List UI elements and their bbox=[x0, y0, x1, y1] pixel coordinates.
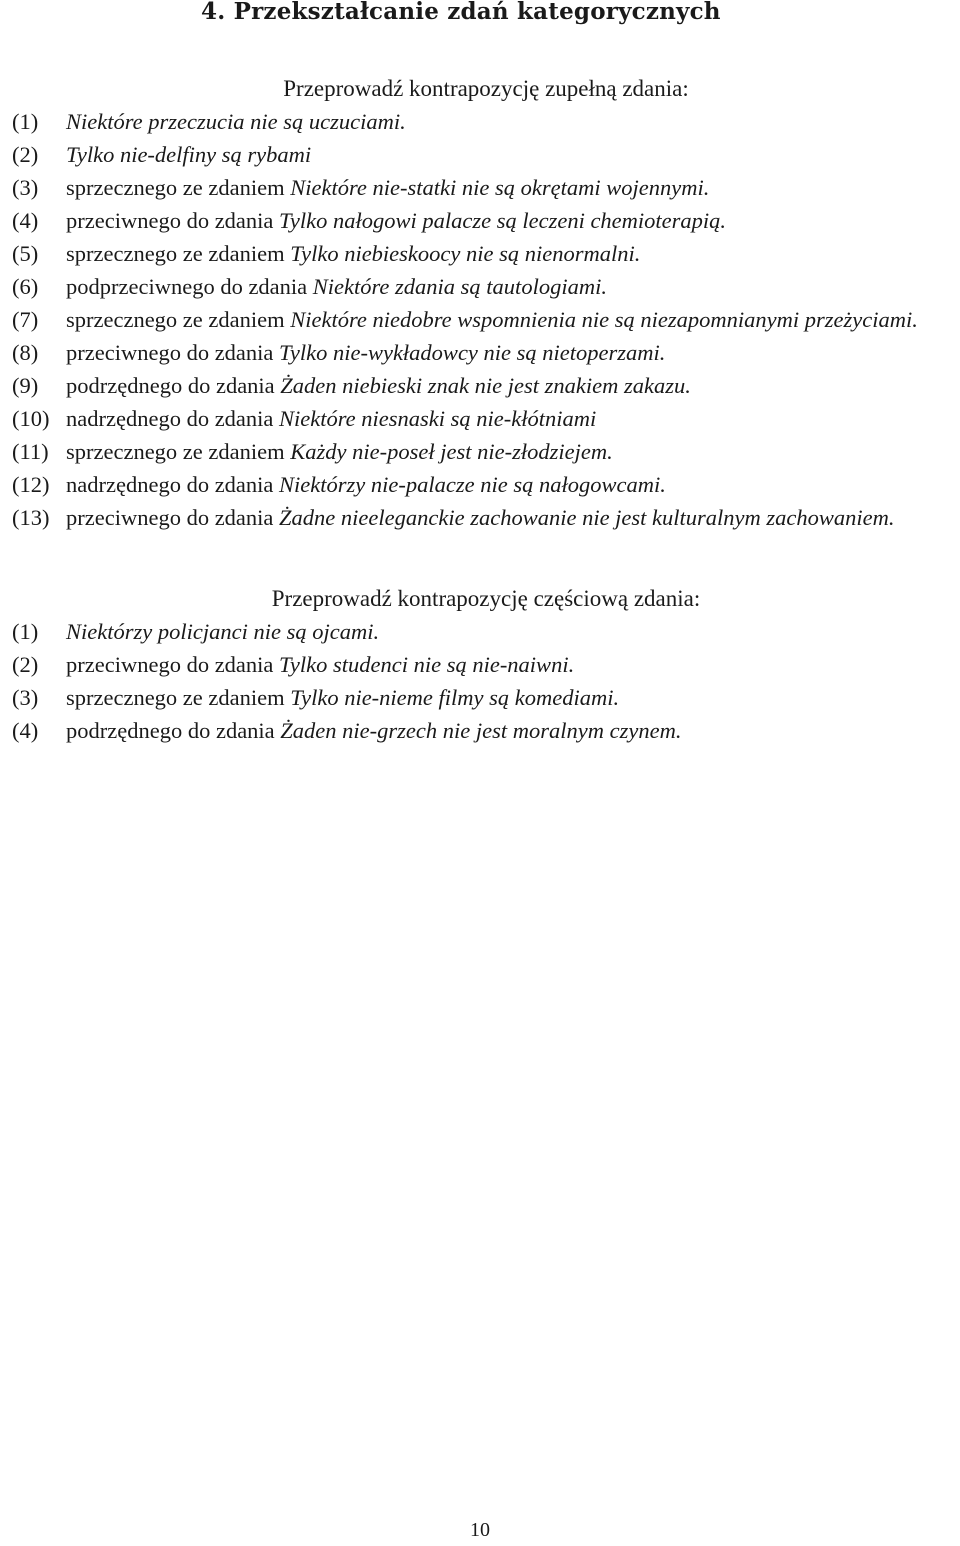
exercise-sentence: Niektóre niedobre wspomnienia nie są niezapomnianymi przeżyciami. bbox=[290, 307, 918, 332]
exercise-sentence: Tylko nie-nieme filmy są komediami. bbox=[290, 685, 620, 710]
exercise-item bbox=[12, 468, 960, 501]
exercise-item bbox=[12, 336, 960, 369]
exercise-lead: przeciwnego do zdania bbox=[66, 340, 280, 365]
exercise-sentence: Tylko nie-delfiny są rybami bbox=[66, 142, 312, 167]
exercise-item bbox=[12, 270, 960, 303]
partial-contraposition-block bbox=[12, 582, 960, 747]
exercise-item bbox=[12, 105, 960, 138]
exercise-lead: sprzecznego ze zdaniem bbox=[66, 175, 291, 200]
exercise-sentence: Tylko niebieskoocy nie są nienormalni. bbox=[290, 241, 641, 266]
exercise-text bbox=[66, 714, 960, 747]
exercise-item bbox=[12, 138, 960, 171]
exercise-sentence: Tylko nałogowi palacze są leczeni chemioterapią. bbox=[279, 208, 727, 233]
exercise-sentence: Tylko nie-wykładowcy nie są nietoperzami. bbox=[279, 340, 666, 365]
exercise-lead: przeciwnego do zdania bbox=[66, 208, 280, 233]
partial-contraposition-list bbox=[12, 615, 960, 747]
exercise-text bbox=[66, 681, 960, 714]
exercise-text bbox=[66, 138, 960, 171]
exercise-number: (10) bbox=[12, 406, 50, 431]
exercise-sentence: Niektóre niesnaski są nie-kłótniami bbox=[279, 406, 597, 431]
exercise-text bbox=[66, 171, 960, 204]
exercise-number: (13) bbox=[12, 505, 50, 530]
exercise-sentence: Żaden niebieski znak nie jest znakiem zakazu. bbox=[280, 373, 691, 398]
exercise-number: (7) bbox=[12, 307, 39, 332]
section-heading: 4. Przekształcanie zdań kategorycznych bbox=[201, 0, 721, 25]
exercise-number: (2) bbox=[12, 142, 39, 167]
exercise-lead: sprzecznego ze zdaniem bbox=[66, 307, 291, 332]
exercise-sentence: Niektóre nie-statki nie są okrętami wojennymi. bbox=[290, 175, 710, 200]
exercise-text bbox=[66, 303, 960, 336]
exercise-lead: przeciwnego do zdania bbox=[66, 505, 280, 530]
full-contraposition-list bbox=[12, 105, 960, 534]
exercise-item bbox=[12, 681, 960, 714]
exercise-sentence: Żaden nie-grzech nie jest moralnym czynem. bbox=[280, 718, 682, 743]
exercise-text bbox=[66, 369, 960, 402]
exercise-lead: nadrzędnego do zdania bbox=[66, 406, 280, 431]
exercise-number: (9) bbox=[12, 373, 39, 398]
exercise-text bbox=[66, 615, 960, 648]
exercise-item bbox=[12, 237, 960, 270]
exercise-sentence: Niektóre przeczucia nie są uczuciami. bbox=[66, 109, 406, 134]
exercise-lead: podprzeciwnego do zdania bbox=[66, 274, 313, 299]
exercise-item bbox=[12, 204, 960, 237]
exercise-text bbox=[66, 237, 960, 270]
exercise-number: (2) bbox=[12, 652, 39, 677]
exercise-number: (12) bbox=[12, 472, 50, 497]
full-contraposition-block bbox=[12, 72, 960, 534]
exercise-sentence: Niektóre zdania są tautologiami. bbox=[312, 274, 607, 299]
exercise-text bbox=[66, 204, 960, 237]
exercise-text bbox=[66, 402, 960, 435]
exercise-text bbox=[66, 468, 960, 501]
exercise-number: (4) bbox=[12, 718, 39, 743]
exercise-lead: przeciwnego do zdania bbox=[66, 652, 280, 677]
exercise-text bbox=[66, 270, 960, 303]
exercise-number: (5) bbox=[12, 241, 39, 266]
exercise-item bbox=[12, 501, 960, 534]
exercise-text bbox=[66, 648, 960, 681]
exercise-lead: podrzędnego do zdania bbox=[66, 373, 281, 398]
exercise-item bbox=[12, 402, 960, 435]
exercise-item bbox=[12, 369, 960, 402]
exercise-item bbox=[12, 435, 960, 468]
exercise-lead: nadrzędnego do zdania bbox=[66, 472, 280, 497]
exercise-sentence: Niektórzy nie-palacze nie są nałogowcami. bbox=[279, 472, 666, 497]
full-contraposition-heading: Przeprowadź kontrapozycję zupełną zdania: bbox=[283, 76, 689, 101]
exercise-text bbox=[66, 336, 960, 369]
exercise-number: (3) bbox=[12, 685, 39, 710]
partial-contraposition-heading: Przeprowadź kontrapozycję częściową zdania: bbox=[271, 586, 701, 611]
exercise-lead: sprzecznego ze zdaniem bbox=[66, 439, 291, 464]
exercise-number: (1) bbox=[12, 109, 39, 134]
exercise-item bbox=[12, 615, 960, 648]
exercise-item bbox=[12, 648, 960, 681]
exercise-sentence: Żadne nieeleganckie zachowanie nie jest kulturalnym zachowaniem. bbox=[279, 505, 895, 530]
exercise-number: (4) bbox=[12, 208, 39, 233]
page-number: 10 bbox=[470, 1519, 490, 1541]
exercise-lead: podrzędnego do zdania bbox=[66, 718, 281, 743]
exercise-item bbox=[12, 171, 960, 204]
exercise-number: (1) bbox=[12, 619, 39, 644]
exercise-lead: sprzecznego ze zdaniem bbox=[66, 685, 291, 710]
exercise-sentence: Tylko studenci nie są nie-naiwni. bbox=[279, 652, 575, 677]
exercise-text bbox=[66, 435, 960, 468]
exercise-number: (8) bbox=[12, 340, 39, 365]
exercise-item bbox=[12, 303, 960, 336]
exercise-text bbox=[66, 105, 960, 138]
exercise-number: (6) bbox=[12, 274, 39, 299]
exercise-number: (11) bbox=[12, 439, 49, 464]
exercise-item bbox=[12, 714, 960, 747]
exercise-text bbox=[66, 501, 960, 534]
exercise-sentence: Niektórzy policjanci nie są ojcami. bbox=[66, 619, 380, 644]
exercise-number: (3) bbox=[12, 175, 39, 200]
exercise-sentence: Każdy nie-poseł jest nie-złodziejem. bbox=[290, 439, 613, 464]
exercise-lead: sprzecznego ze zdaniem bbox=[66, 241, 291, 266]
